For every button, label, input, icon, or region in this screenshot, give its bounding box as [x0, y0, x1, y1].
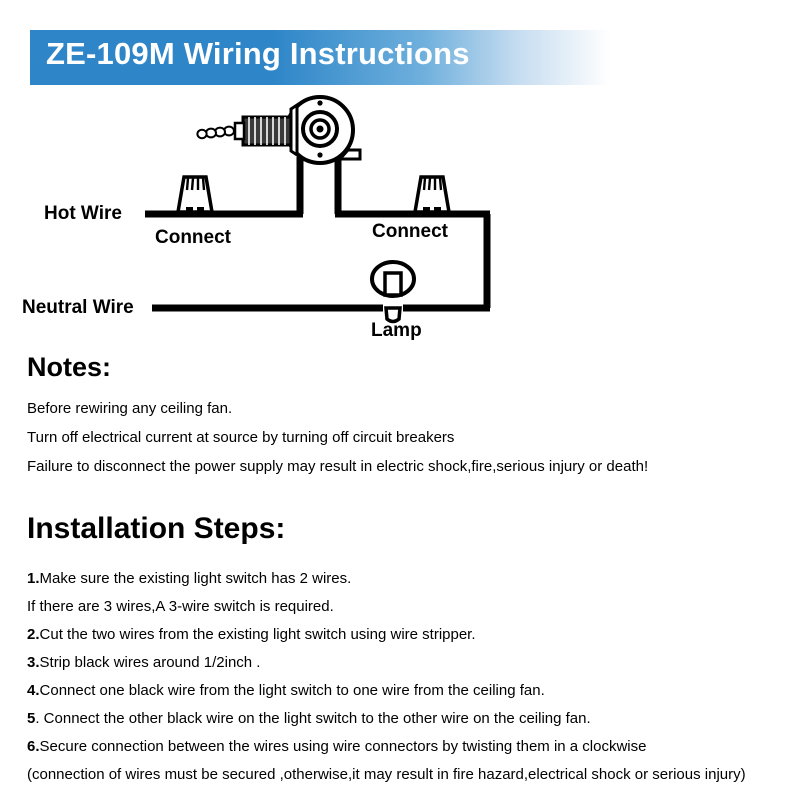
- step-text: If there are 3 wires,A 3-wire switch is required.: [27, 598, 334, 615]
- switch-mount-dot-bottom: [317, 152, 322, 157]
- installation-step: [27, 654, 260, 671]
- switch-mount-dot-top: [317, 100, 322, 105]
- wire-nut-left: [178, 177, 212, 215]
- wire-nut-right: [415, 177, 449, 215]
- step-text: . Connect the other black wire on the light switch to the other wire on the ceiling fan.: [35, 710, 591, 727]
- step-number: 2.: [27, 626, 40, 643]
- installation-steps-heading: Installation Steps:: [27, 512, 286, 545]
- step-text: Secure connection between the wires using wire connectors by twisting them in a clockwise: [39, 738, 647, 755]
- installation-step: [27, 570, 351, 587]
- switch-thread-lines: [249, 117, 285, 145]
- step-number: 4.: [27, 682, 40, 699]
- switch-chain-collar: [235, 123, 244, 139]
- installation-step: [27, 682, 545, 699]
- label-hot-wire: Hot Wire: [44, 203, 122, 224]
- label-neutral-wire: Neutral Wire: [22, 297, 134, 318]
- step-text: Cut the two wires from the existing light switch using wire stripper.: [39, 626, 476, 643]
- installation-step: [27, 598, 334, 615]
- installation-step: [27, 738, 646, 755]
- pull-chain: [197, 127, 234, 139]
- notes-line: Turn off electrical current at source by turning off circuit breakers: [27, 429, 455, 446]
- label-lamp: Lamp: [371, 320, 422, 341]
- notes-line: Before rewiring any ceiling fan.: [27, 400, 233, 417]
- switch-ring-center: [317, 126, 324, 133]
- step-number: 5: [27, 710, 36, 727]
- notes-heading: Notes:: [27, 352, 112, 382]
- label-connect-left: Connect: [155, 227, 231, 248]
- step-text: Connect one black wire from the light switch to one wire from the ceiling fan.: [39, 682, 545, 699]
- lamp-symbol: [372, 262, 414, 322]
- label-connect-right: Connect: [372, 221, 448, 242]
- step-number: 1.: [27, 570, 40, 587]
- page-title: ZE-109M Wiring Instructions: [46, 36, 470, 71]
- notes-line: Failure to disconnect the power supply may result in electric shock,fire,serious injury or death!: [27, 458, 649, 475]
- installation-step: [27, 710, 591, 727]
- installation-step: [27, 766, 746, 783]
- step-number: 3.: [27, 654, 40, 671]
- step-text: Make sure the existing light switch has 2 wires.: [39, 570, 352, 587]
- pull-chain-switch: [197, 97, 360, 163]
- step-number: 6.: [27, 738, 40, 755]
- step-text: Strip black wires around 1/2inch .: [39, 654, 261, 671]
- step-text: (connection of wires must be secured ,otherwise,it may result in fire hazard,electrical shock or serious injury): [27, 766, 746, 783]
- installation-step: [27, 626, 476, 643]
